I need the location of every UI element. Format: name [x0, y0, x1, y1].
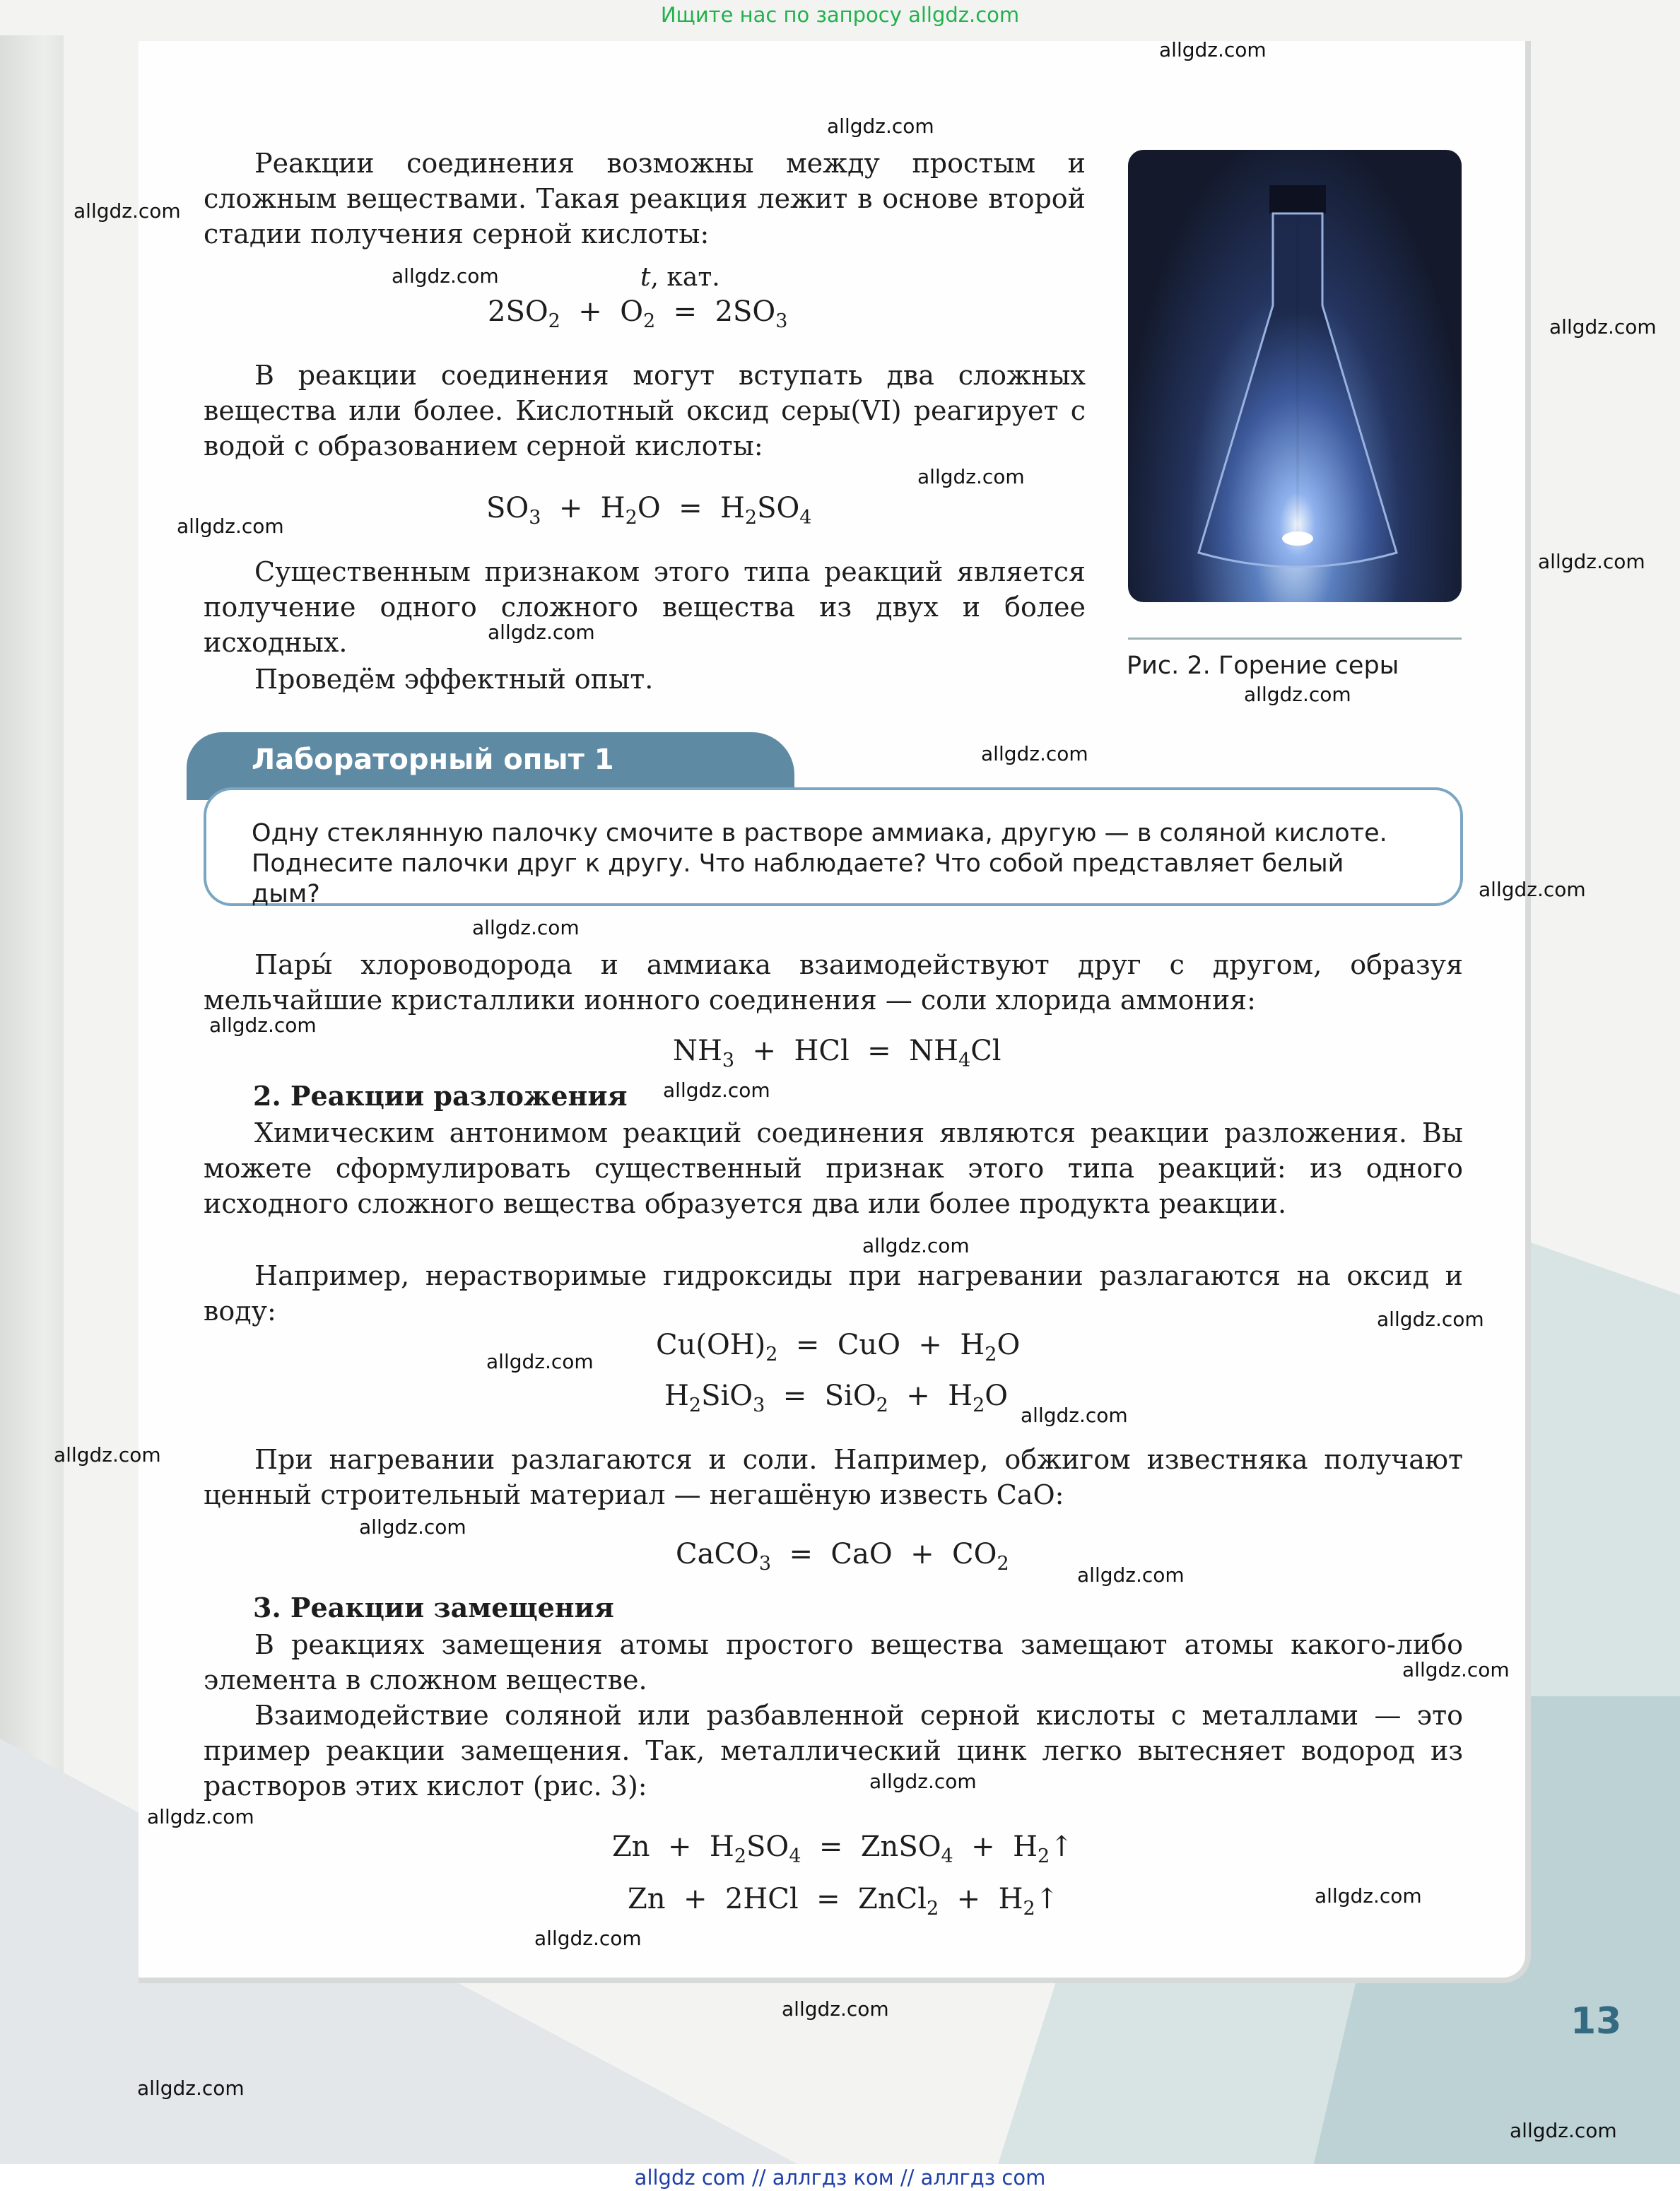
equation-subscript: 2	[548, 310, 560, 332]
equation-term: = ZnSO	[801, 1831, 941, 1863]
watermark[interactable]: allgdz.com	[1244, 683, 1351, 706]
equation-subscript: 2	[1023, 1898, 1035, 1920]
equation-subscript: 2	[688, 1394, 702, 1416]
footer-links[interactable]: allgdz com // аллгдз ком // аллгдз com	[0, 2164, 1680, 2191]
equation-subscript: 2	[734, 1845, 746, 1867]
equation-term: + O	[560, 295, 644, 328]
watermark[interactable]: allgdz.com	[869, 1770, 977, 1793]
equation-term: Cu(OH)	[656, 1329, 766, 1361]
watermark[interactable]: allgdz.com	[488, 621, 595, 644]
equation-2	[486, 492, 811, 529]
equation-subscript: 2	[643, 310, 656, 332]
watermark[interactable]: allgdz.com	[74, 199, 181, 223]
equation-subscript: 2	[876, 1394, 888, 1416]
equation-8	[628, 1883, 1059, 1920]
watermark[interactable]: allgdz.com	[1021, 1404, 1128, 1427]
lab-experiment-title: Лабораторный опыт 1	[252, 744, 614, 776]
watermark[interactable]: allgdz.com	[137, 2077, 245, 2100]
watermark[interactable]: allgdz.com	[147, 1805, 254, 1828]
equation-term: Zn + H	[612, 1831, 734, 1863]
figure-caption: Рис. 2. Горение серы	[1127, 652, 1399, 680]
equation-subscript: 3	[753, 1394, 765, 1416]
top-search-hint[interactable]: Ищите нас по запросу allgdz.com	[660, 3, 1020, 27]
paragraph-1: Реакции соединения возможны между простым и сложным веществами. Такая реакция лежит в основе второй стадии получения серной кислоты:	[204, 148, 1086, 249]
equation-term: = CuO + H	[777, 1329, 985, 1361]
equation-term: NH	[673, 1035, 722, 1067]
equation-term: O = H	[637, 492, 745, 524]
equation-term: + H	[888, 1380, 973, 1412]
equation-subscript: 2	[765, 1344, 778, 1365]
equation-4	[656, 1329, 1020, 1365]
watermark[interactable]: allgdz.com	[209, 1014, 317, 1037]
paragraph-8: При нагревании разлагаются и соли. Например, обжигом известняка получают ценный строительный материал — негашёную известь CaO:	[204, 1444, 1463, 1510]
equation-subscript: 4	[958, 1050, 971, 1071]
watermark[interactable]: allgdz.com	[981, 742, 1088, 765]
equation-subscript: 2	[625, 507, 638, 529]
equation-term: H	[664, 1380, 689, 1412]
paragraph-4: Проведём эффектный опыт.	[254, 664, 654, 695]
equation-term: O	[985, 1380, 1009, 1412]
watermark[interactable]: allgdz.com	[472, 916, 580, 939]
paragraph-7: Например, нерастворимые гидроксиды при нагревании разлагаются на оксид и воду:	[204, 1260, 1463, 1327]
paragraph-10: Взаимодействие соляной или разбавленной серной кислоты с металлами — это пример реакции замещения. Так, металлический цинк легко вытесняет водород из растворов этих кислот (рис. 3):	[204, 1700, 1463, 1802]
paragraph-9: В реакциях замещения атомы простого вещества замещают атомы какого-либо элемента в сложном веществе.	[204, 1629, 1463, 1696]
equation-term: Cl	[970, 1035, 1001, 1067]
equation-6	[676, 1538, 1009, 1575]
watermark[interactable]: allgdz.com	[1159, 38, 1267, 61]
watermark[interactable]: allgdz.com	[177, 515, 284, 538]
watermark[interactable]: allgdz.com	[1402, 1658, 1510, 1681]
heading-substitution: 3. Реакции замещения	[253, 1592, 614, 1623]
equation-subscript: 4	[941, 1845, 953, 1867]
watermark[interactable]: allgdz.com	[1315, 1884, 1422, 1908]
paragraph-3: Существенным признаком этого типа реакций является получение одного сложного вещества из двух и более исходных.	[204, 556, 1086, 658]
watermark[interactable]: allgdz.com	[1377, 1308, 1484, 1331]
equation-subscript: 4	[789, 1845, 801, 1867]
watermark[interactable]: allgdz.com	[486, 1350, 594, 1373]
equation-term: ↑	[1035, 1883, 1059, 1915]
equation-5	[664, 1380, 1008, 1416]
equation-term: + H	[953, 1831, 1038, 1863]
paragraph-2: В реакции соединения могут вступать два сложных вещества или более. Кислотный оксид серы(VI) реагирует с водой с образованием серной кислоты:	[204, 360, 1086, 462]
equation-term: = 2SO	[655, 295, 776, 328]
equation-subscript: 2	[1037, 1845, 1050, 1867]
watermark[interactable]: allgdz.com	[862, 1234, 970, 1257]
equation-subscript: 2	[973, 1394, 985, 1416]
watermark[interactable]: allgdz.com	[782, 1997, 889, 2021]
equation-subscript: 3	[722, 1050, 735, 1071]
watermark[interactable]: allgdz.com	[534, 1927, 642, 1950]
equation-term: = CaO + CO	[771, 1538, 997, 1570]
equation-term: = SiO	[765, 1380, 876, 1412]
equation-7	[612, 1831, 1074, 1867]
watermark[interactable]: allgdz.com	[392, 264, 499, 288]
equation-term: SO	[486, 492, 529, 524]
watermark[interactable]: allgdz.com	[1510, 2119, 1617, 2142]
page-number: 13	[1570, 2000, 1622, 2043]
equation-subscript: 3	[758, 1553, 772, 1575]
equation-term: + H	[541, 492, 625, 524]
equation-term: ↑	[1050, 1831, 1074, 1863]
equation-1-condition: t, кат.	[640, 263, 720, 292]
equation-subscript: 2	[744, 507, 758, 529]
equation-term: SO	[757, 492, 800, 524]
equation-subscript: 4	[799, 507, 812, 529]
watermark[interactable]: allgdz.com	[359, 1515, 466, 1539]
equation-3	[673, 1035, 1001, 1071]
watermark[interactable]: allgdz.com	[1538, 550, 1645, 573]
equation-term: CaCO	[676, 1538, 759, 1570]
equation-term: SiO	[701, 1380, 753, 1412]
heading-decomposition: 2. Реакции разложения	[253, 1080, 628, 1112]
watermark[interactable]: allgdz.com	[1549, 315, 1657, 339]
paragraph-5: Пары́ хлороводорода и аммиака взаимодействуют друг с другом, образуя мельчайшие кристаллики ионного соединения — соли хлорида аммония:	[204, 949, 1463, 1016]
figure-burning-sulfur-photo	[1128, 150, 1462, 602]
equation-term: O	[997, 1329, 1021, 1361]
watermark[interactable]: allgdz.com	[827, 114, 934, 138]
lab-experiment-text: Одну стеклянную палочку смочите в растворе аммиака, другую — в соляной кислоте. Поднесите палочки друг к другу. Что наблюдаете? Что собой представляет белый дым?	[252, 819, 1387, 908]
caption-divider	[1128, 638, 1462, 640]
paragraph-6: Химическим антонимом реакций соединения являются реакции разложения. Вы можете сформулировать существенный признак этого типа реакций: из одного исходного сложного вещества образуется два или более продукта реакции.	[204, 1117, 1463, 1219]
equation-term: SO	[746, 1831, 789, 1863]
watermark[interactable]: allgdz.com	[917, 465, 1025, 488]
equation-1	[488, 295, 787, 332]
equation-term: 2SO	[488, 295, 548, 328]
equation-subscript: 2	[997, 1553, 1009, 1575]
equation-term: + HCl = NH	[734, 1035, 958, 1067]
equation-subscript: 2	[985, 1344, 997, 1365]
watermark[interactable]: allgdz.com	[54, 1443, 161, 1467]
watermark[interactable]: allgdz.com	[663, 1079, 770, 1102]
watermark[interactable]: allgdz.com	[1077, 1563, 1185, 1587]
watermark[interactable]: allgdz.com	[1479, 878, 1586, 901]
equation-term: Zn + 2HCl = ZnCl	[628, 1883, 927, 1915]
equation-subscript: 2	[927, 1898, 939, 1920]
equation-subscript: 3	[529, 507, 541, 529]
equation-term: + H	[939, 1883, 1023, 1915]
equation-subscript: 3	[775, 310, 788, 332]
